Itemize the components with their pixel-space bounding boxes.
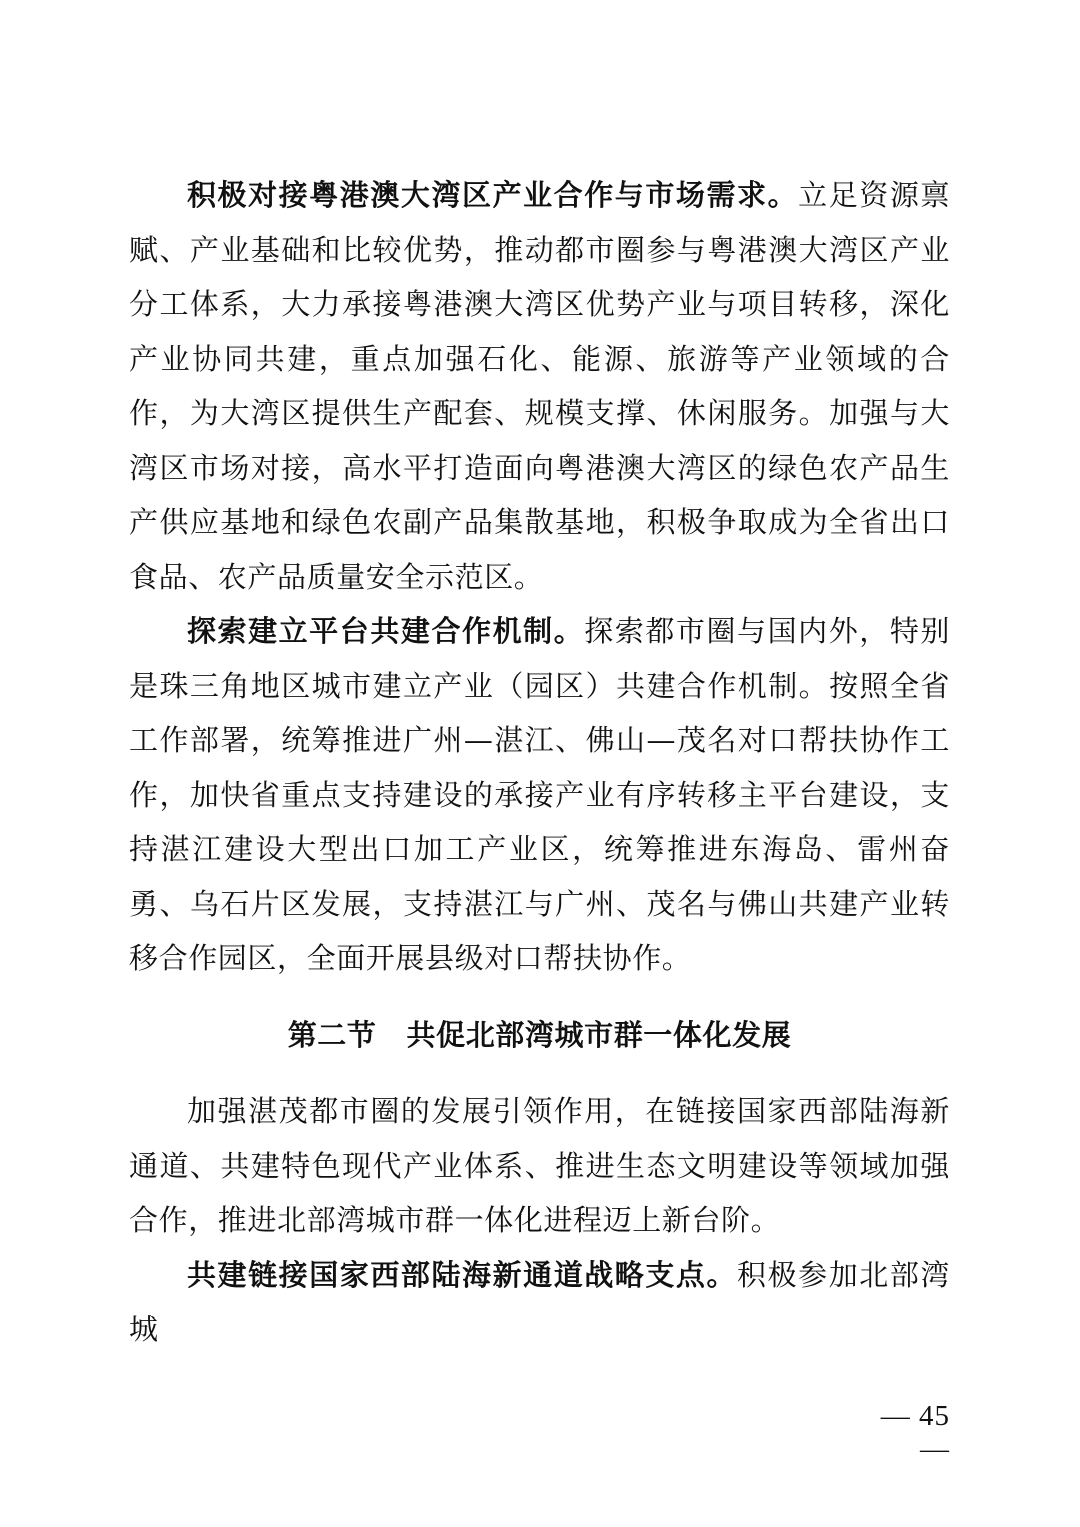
paragraph-text: 加强湛茂都市圈的发展引领作用，在链接国家西部陆海新通道、共建特色现代产业体系、推进生态文明建设等领域加强合作，推进北部湾城市群一体化进程迈上新台阶。 (129, 1094, 950, 1237)
section-number: 第二节 (287, 1017, 377, 1052)
paragraph-lead: 积极对接粤港澳大湾区产业合作与市场需求。 (187, 178, 799, 212)
paragraph-section-intro (129, 1084, 950, 1248)
paragraph-text: 探索都市圈与国内外，特别是珠三角地区城市建立产业（园区）共建合作机制。按照全省工作部署，统筹推进广州—湛江、佛山—茂名对口帮扶协作工作，加快省重点支持建设的承接产业有序转移主平台建设，支持湛江建设大型出口加工产业区，统筹推进东海岛、雷州奋勇、乌石片区发展，支持湛江与广州、茂名与佛山共建产业转移合作园区，全面开展县级对口帮扶协作。 (129, 614, 951, 975)
page-number: — 45 — (880, 1400, 950, 1465)
paragraph-western-corridor (129, 1248, 950, 1357)
section-title: 共促北部湾城市群一体化发展 (406, 1017, 792, 1052)
paragraph-bay-area-cooperation (129, 168, 950, 604)
paragraph-platform-mechanism (129, 604, 950, 986)
paragraph-text: 立足资源禀赋、产业基础和比较优势，推动都市圈参与粤港澳大湾区产业分工体系，大力承接粤港澳大湾区优势产业与项目转移，深化产业协同共建，重点加强石化、能源、旅游等产业领域的合作，为大湾区提供生产配套、规模支撑、休闲服务。加强与大湾区市场对接，高水平打造面向粤港澳大湾区的绿色农产品生产供应基地和绿色农副产品集散基地，积极争取成为全省出口食品、农产品质量安全示范区。 (129, 178, 950, 594)
paragraph-text: 积极参加北部湾城 (129, 1257, 950, 1346)
document-body (129, 168, 950, 1357)
paragraph-lead: 共建链接国家西部陆海新通道战略支点。 (187, 1257, 738, 1292)
paragraph-lead: 探索建立平台共建合作机制。 (187, 614, 585, 648)
section-heading (129, 1008, 950, 1063)
